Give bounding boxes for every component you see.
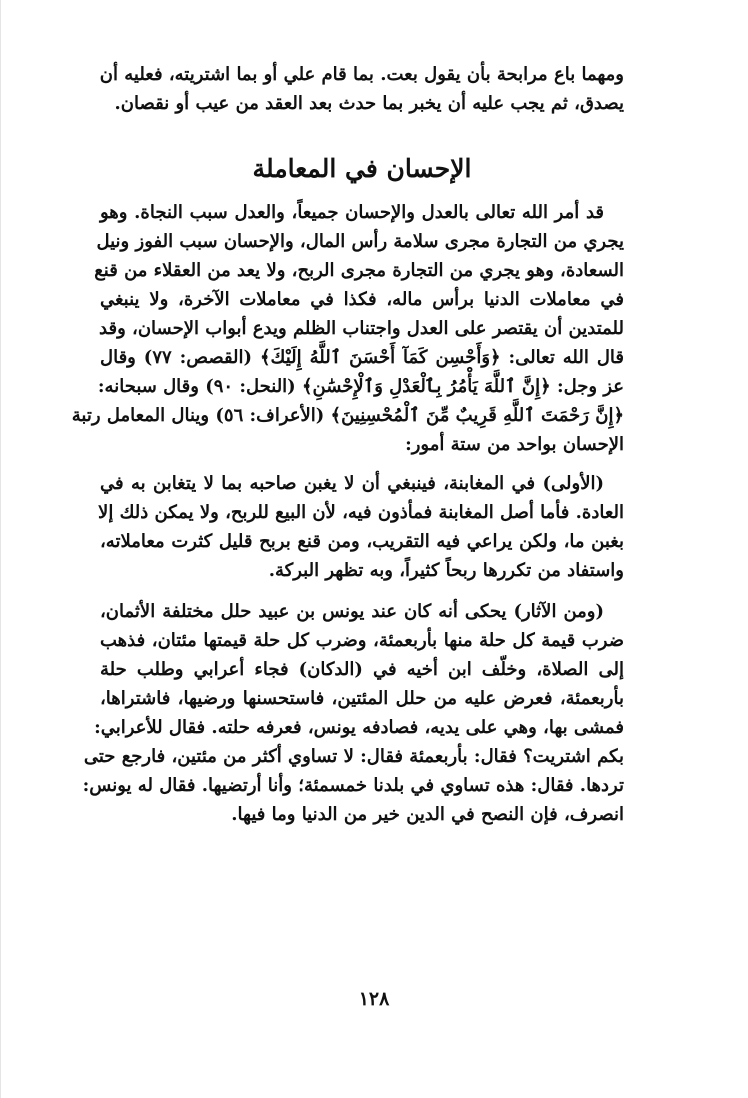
text-line: إلى الصلاة، وخلّف ابن أخيه في (الدكان) فجاء أعرابي وطلب حلة bbox=[100, 659, 624, 680]
text-line: تردها. فقال: هذه تساوي في بلدنا خمسمئة؛ وأنا أرتضيها. فقال له يونس: bbox=[82, 775, 624, 796]
text-line: العادة. فأما أصل المغابنة فمأذون فيه، لأن البيع للربح، ولا يمكن ذلك إلا bbox=[98, 502, 624, 523]
text-line: بأربعمئة، فعرض عليه من حلل المئتين، فاستحسنها ورضيها، فاشتراها، bbox=[100, 688, 624, 709]
text-line: يصدق، ثم يجب عليه أن يخبر بما حدث بعد العقد من عيب أو نقصان. bbox=[114, 93, 624, 114]
text-line: واستفاد من تكررها ربحاً كثيراً، وبه تظهر البركة. bbox=[268, 560, 624, 581]
text-line: (الأولى) في المغابنة، فينبغي أن لا يغبن صاحبه بما لا يتغابن به في bbox=[100, 473, 604, 494]
text-line: بكم اشتريت؟ فقال: بأربعمئة فقال: لا تساوي أكثر من مئتين، فارجع حتى bbox=[83, 746, 624, 767]
section-heading: الإحسان في المعاملة bbox=[252, 154, 472, 183]
text-line: ﴿إِنَّ رَحْمَتَ ٱللَّهِ قَرِيبٌ مِّنَ ٱلْمُحْسِنِينَ﴾ (الأعراف: ٥٦) وينال المعامل رتبة bbox=[71, 405, 624, 426]
text-line: ضرب قيمة كل حلة منها بأربعمئة، وضرب كل حلة قيمتها مئتان، فذهب bbox=[100, 630, 624, 651]
text-line: (ومن الآثار) يحكى أنه كان عند يونس بن عبيد حلل مختلفة الأثمان، bbox=[100, 601, 604, 622]
text-line: يجري من التجارة مجرى سلامة رأس المال، والإحسان سبب الفوز ونيل bbox=[96, 231, 624, 252]
text-line: في معاملات الدنيا برأس ماله، فكذا في معاملات الآخرة، ولا ينبغي bbox=[100, 289, 624, 310]
text-line: الإحسان بواحد من ستة أمور: bbox=[405, 434, 624, 455]
paragraph-first-matter bbox=[100, 469, 624, 585]
intro-paragraph bbox=[100, 60, 624, 118]
page-number: ١٢٨ bbox=[358, 988, 390, 1010]
text-line: السعادة، وهو يجري من التجارة مجرى الربح، ولا يعد من العقلاء من قنع bbox=[94, 260, 624, 281]
text-line: قال الله تعالى: ﴿وَأَحْسِن كَمَآ أَحْسَنَ ٱللَّهُ إِلَيْكَ﴾ (القصص: ٧٧) وقال bbox=[100, 347, 624, 368]
text-line: عز وجل: ﴿إِنَّ ٱللَّهَ يَأْمُرُ بِٱلْعَدْلِ وَٱلْإِحْسَٰنِ﴾ (النحل: ٩٠) وقال سبحانه: bbox=[97, 376, 624, 397]
page-body bbox=[71, 60, 624, 829]
text-line: بغبن ما، ولكن يراعي فيه التقريب، ومن قنع بربح قليل كثرت معاملاته، bbox=[100, 531, 624, 552]
text-line: ومهما باع مرابحة بأن يقول بعت. بما قام علي أو بما اشتريته، فعليه أن bbox=[99, 64, 624, 85]
text-line: للمتدين أن يقتصر على العدل واجتناب الظلم ويدع أبواب الإحسان، وقد bbox=[99, 318, 624, 339]
text-line: قد أمر الله تعالى بالعدل والإحسان جميعاً، والعدل سبب النجاة. وهو bbox=[100, 202, 604, 223]
text-line: فمشى بها، وهي على يديه، فصادفه يونس، فعرفه حلته. فقال للأعرابي: bbox=[94, 717, 624, 738]
text-line: انصرف، فإن النصح في الدين خير من الدنيا وما فيها. bbox=[231, 804, 624, 825]
paragraph-ihsan bbox=[71, 198, 624, 459]
scan-edge bbox=[0, 0, 1, 1098]
paragraph-athar bbox=[82, 597, 624, 829]
